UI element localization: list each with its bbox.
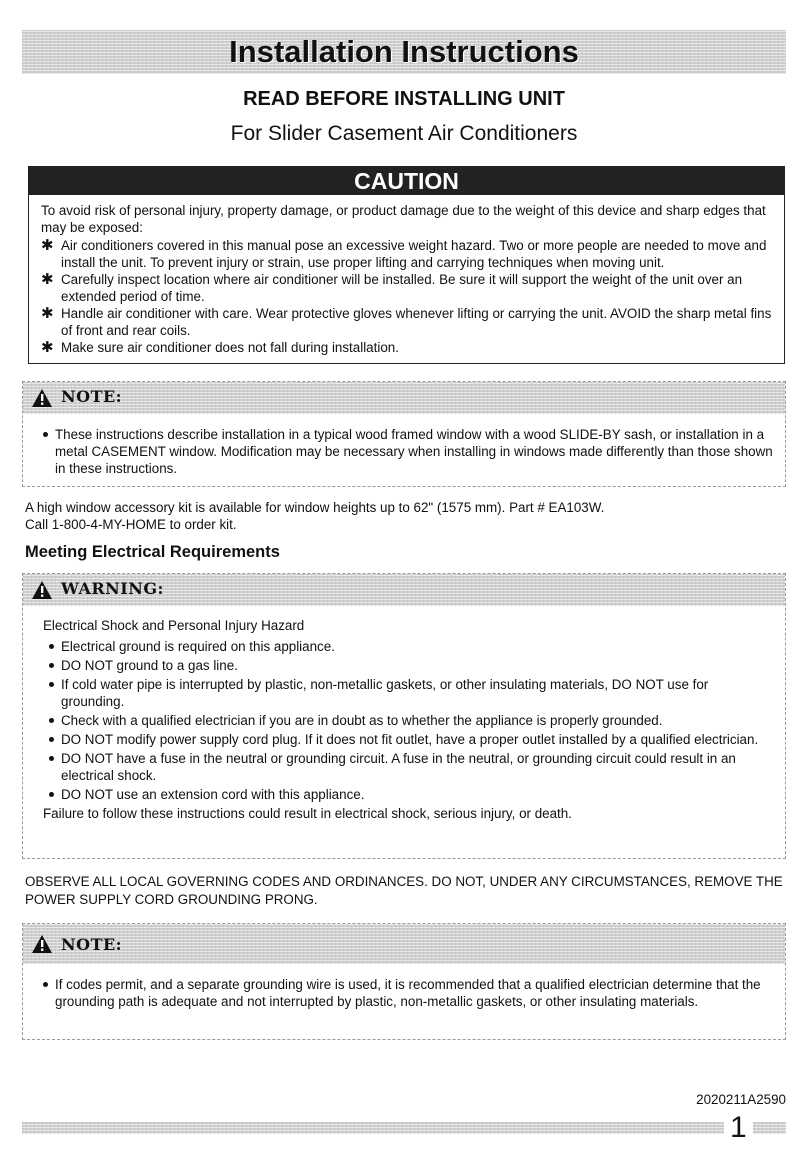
caution-box (28, 166, 785, 364)
accessory-kit-text (25, 499, 785, 533)
caution-item: ✱ Handle air conditioner with care. Wear protective gloves whenever lifting or carrying the unit. AVOID the sharp metal fins of front and rear coils. (41, 305, 772, 338)
warning-triangle-icon (31, 388, 53, 408)
note-item: These instructions describe installation in a typical wood framed window with a wood SLIDE-BY sash, or installation in a metal CASEMENT window. Modification may be necessary when installing in windows made differently than those shown in these instructions. (37, 426, 775, 477)
warning-box (22, 573, 786, 859)
warning-footer: Failure to follow these instructions could result in electrical shock, serious injury, or death. (43, 806, 572, 821)
asterisk-icon: ✱ (41, 305, 54, 322)
observe-codes-text: OBSERVE ALL LOCAL GOVERNING CODES AND ORDINANCES. DO NOT, UNDER ANY CIRCUMSTANCES, REMOVE THE POWER SUPPLY CORD GROUNDING PRONG. (25, 874, 783, 907)
warning-item: DO NOT modify power supply cord plug. If it does not fit outlet, have a proper outlet installed by a qualified electrician. (43, 731, 775, 748)
page-title: Installation Instructions (229, 34, 579, 69)
title-banner (22, 30, 786, 74)
warning-item: DO NOT ground to a gas line. (43, 657, 775, 674)
note-header (23, 382, 785, 414)
asterisk-icon: ✱ (41, 237, 54, 254)
warning-item: DO NOT have a fuse in the neutral or grounding circuit. A fuse in the neutral, or grounding circuit could result in an electrical shock. (43, 750, 775, 784)
caution-heading: CAUTION (29, 167, 784, 195)
warning-header (23, 574, 785, 606)
section-heading: Meeting Electrical Requirements (25, 543, 280, 561)
caution-item: ✱ Air conditioners covered in this manual pose an excessive weight hazard. Two or more people are needed to move and install the unit. To prevent injury or strain, use proper lifting and carrying techniques when moving unit. (41, 237, 767, 270)
note-item: If codes permit, and a separate grounding wire is used, it is recommended that a qualified electrician determine that the grounding path is adequate and not interrupted by plastic, non-metallic gaskets, or other insulating materials. (37, 976, 775, 1010)
note-label: NOTE: (61, 387, 123, 406)
read-before-heading: READ BEFORE INSTALLING UNIT (243, 88, 565, 110)
caution-item: ✱ Make sure air conditioner does not fall during installation. (41, 339, 399, 356)
page-number: 1 (724, 1110, 753, 1146)
warning-triangle-icon (31, 934, 53, 954)
kit-line: A high window accessory kit is available for window heights up to 62" (1575 mm). Part # EA103W. (25, 500, 605, 515)
caution-intro: To avoid risk of personal injury, property damage, or product damage due to the weight of this device and sharp edges that may be exposed: (41, 203, 766, 235)
asterisk-icon: ✱ (41, 271, 54, 288)
warning-item: DO NOT use an extension cord with this appliance. (43, 786, 775, 803)
warning-item: Electrical ground is required on this appliance. (43, 638, 775, 655)
caution-item: ✱ Carefully inspect location where air conditioner will be installed. Be sure it will support the weight of the unit over an extended period of time. (41, 271, 743, 304)
kit-phone-line: Call 1-800-4-MY-HOME to order kit. (25, 517, 237, 532)
note-header (23, 924, 785, 964)
warning-subtitle: Electrical Shock and Personal Injury Hazard (43, 618, 305, 633)
warning-item: If cold water pipe is interrupted by plastic, non-metallic gaskets, or other insulating materials, DO NOT use for grounding. (43, 676, 775, 710)
asterisk-icon: ✱ (41, 339, 54, 356)
footer-bar (22, 1122, 786, 1134)
document-number: 2020211A2590 (696, 1092, 786, 1107)
page-subtitle: For Slider Casement Air Conditioners (230, 122, 578, 145)
note-box (22, 381, 786, 487)
note-label: NOTE: (61, 935, 123, 954)
warning-triangle-icon (31, 580, 53, 600)
warning-item: Check with a qualified electrician if you are in doubt as to whether the appliance is properly grounded. (43, 712, 775, 729)
note-box (22, 923, 786, 1040)
warning-label: WARNING: (61, 579, 164, 598)
